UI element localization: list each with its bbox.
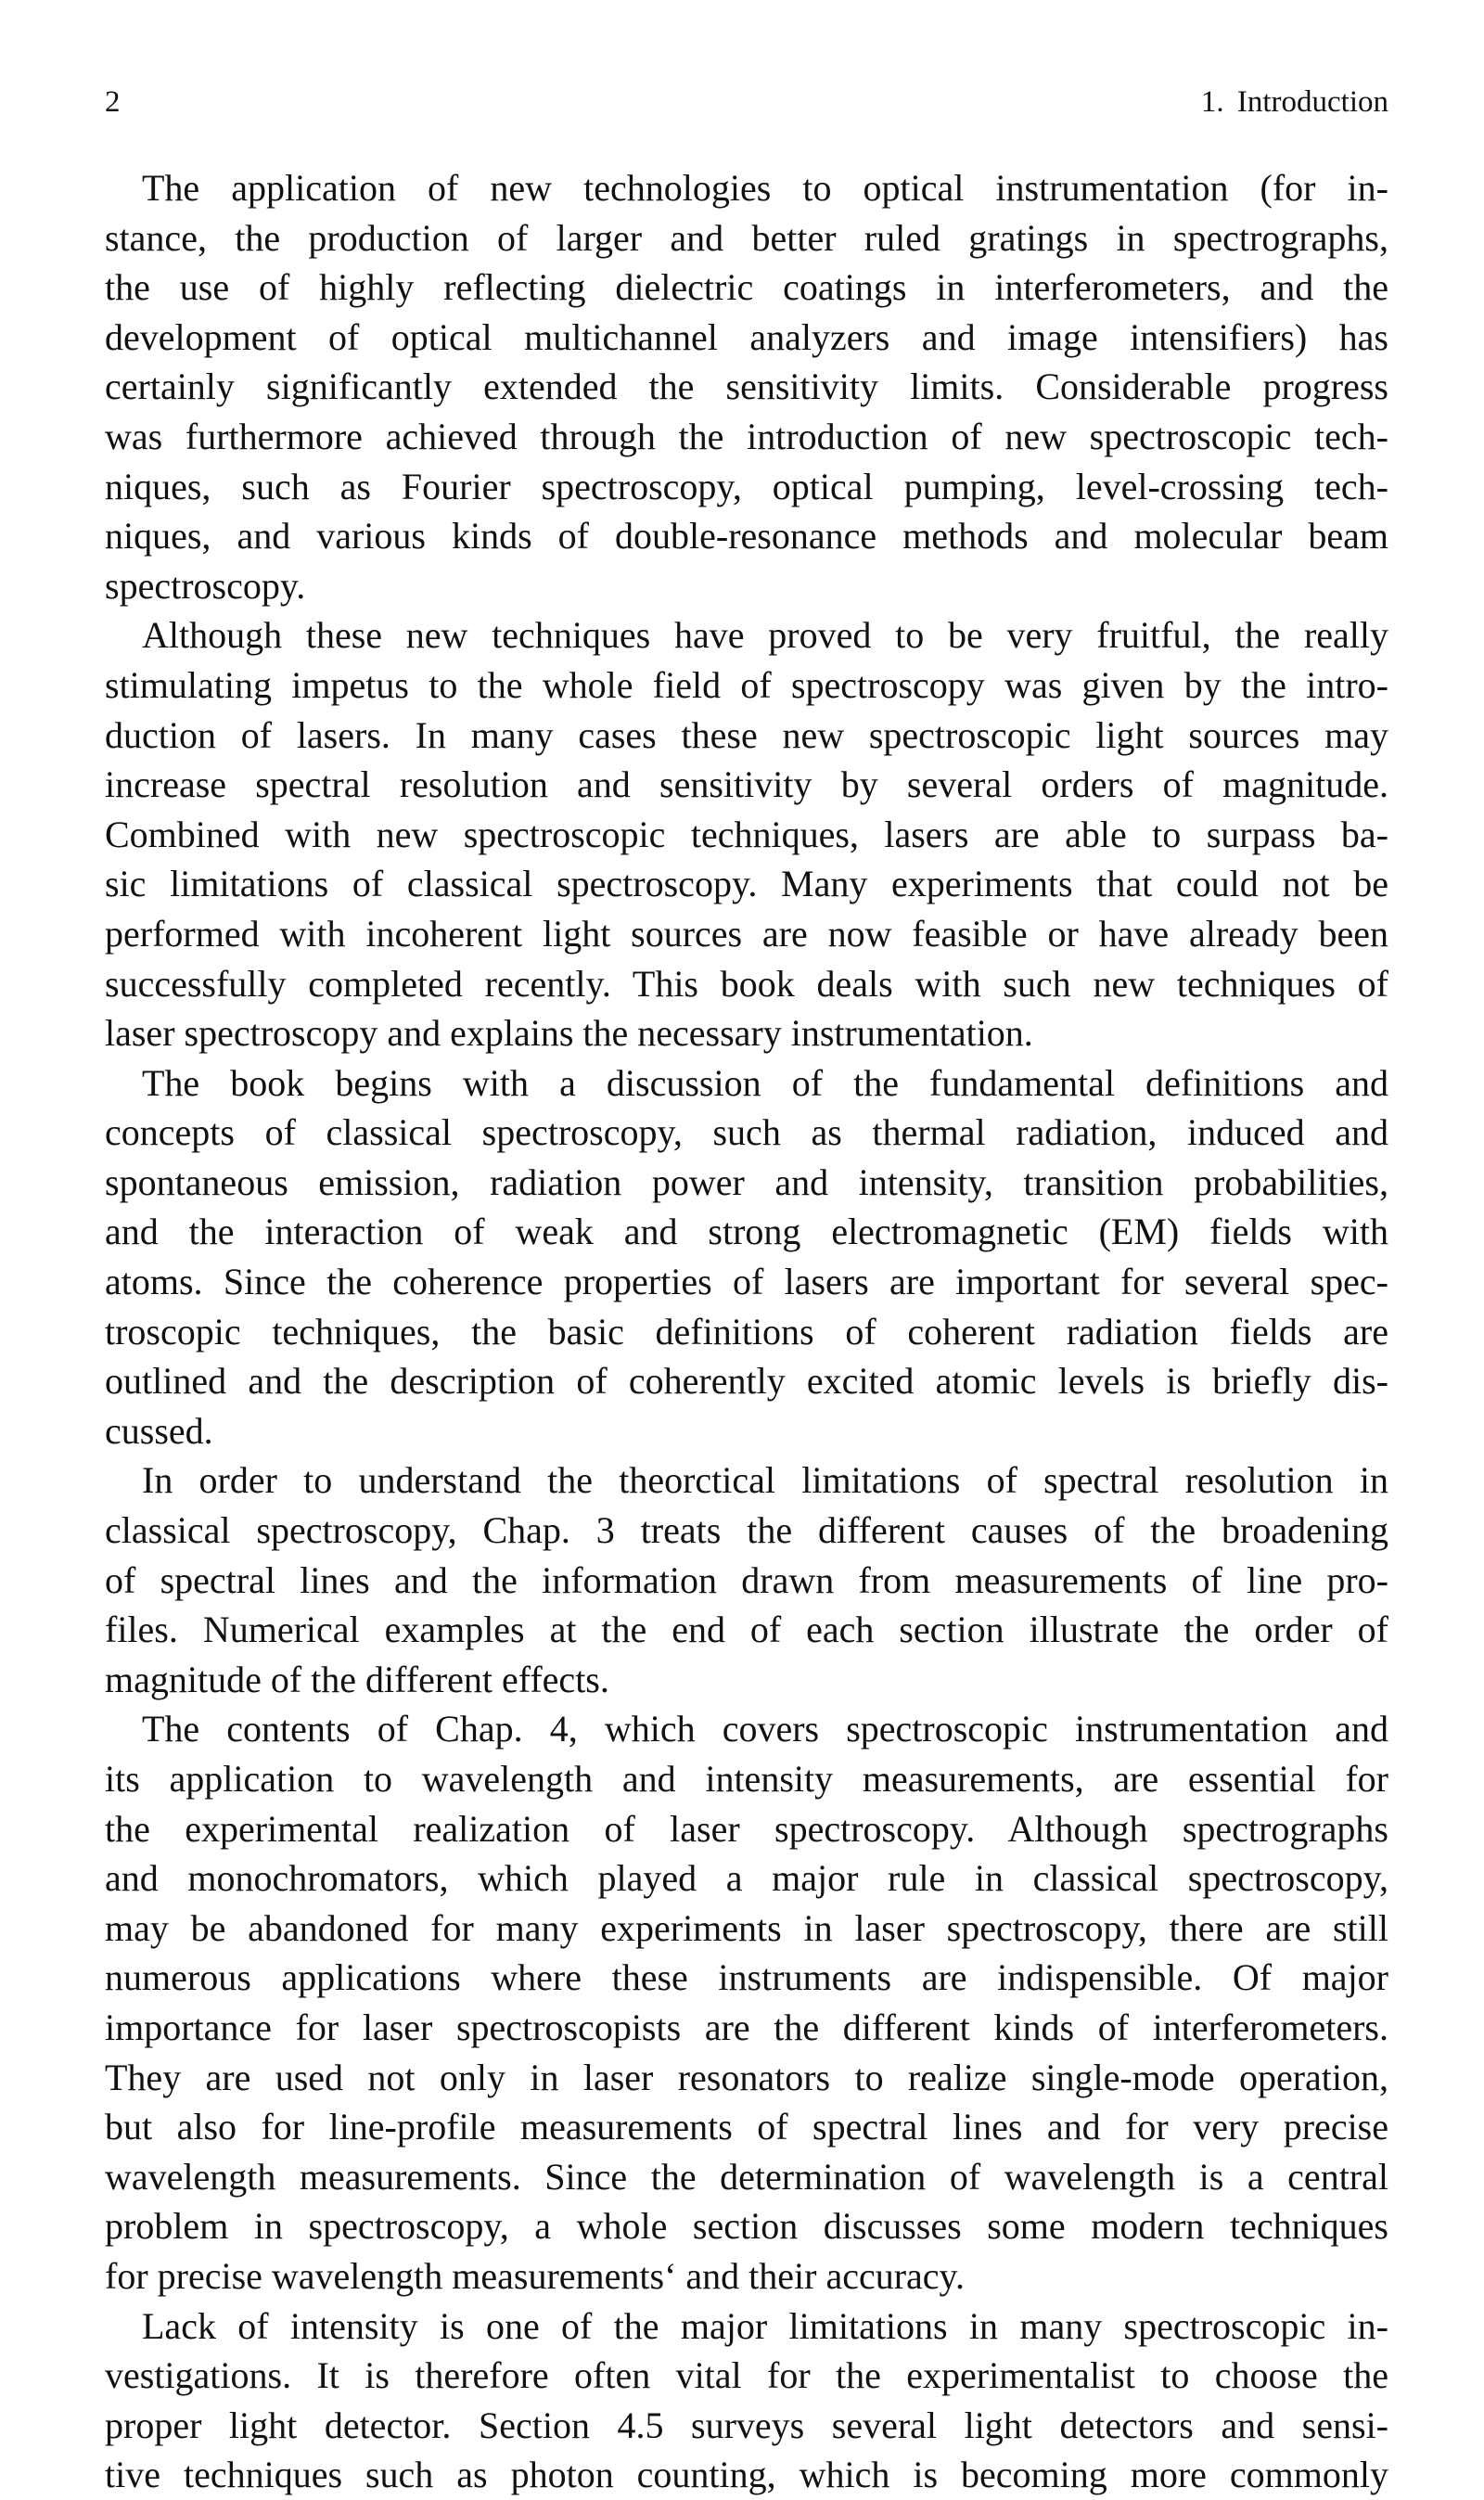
text-line: its application to wavelength and intensity measurements, are essential for <box>105 1758 1388 1800</box>
text-line: increase spectral resolution and sensitivity by several orders of magnitude. <box>105 763 1388 806</box>
paragraph <box>105 163 1388 610</box>
text-line: but also for line-profile measurements of spectral lines and for very precise <box>105 2106 1388 2148</box>
text-line: certainly significantly extended the sensitivity limits. Considerable progress <box>105 365 1388 408</box>
text-line: The contents of Chap. 4, which covers spectroscopic instrumentation and <box>142 1708 1388 1750</box>
text-line: outlined and the description of coherently excited atomic levels is briefly dis- <box>105 1360 1388 1403</box>
text-line: In order to understand the theorctical limitations of spectral resolution in <box>142 1459 1388 1502</box>
text-line: problem in spectroscopy, a whole section discusses some modern techniques <box>105 2205 1388 2248</box>
text-line: numerous applications where these instruments are indispensible. Of major <box>105 1956 1388 1999</box>
text-line: performed with incoherent light sources are now feasible or have already been <box>105 912 1388 955</box>
paragraph <box>105 1455 1388 1704</box>
text-line: importance for laser spectroscopists are the different kinds of interferometers. <box>105 2006 1388 2048</box>
text-line: the experimental realization of laser spectroscopy. Although spectrographs <box>105 1807 1388 1850</box>
text-line: The book begins with a discussion of the fundamental definitions and <box>142 1061 1388 1104</box>
text-line: duction of lasers. In many cases these new spectroscopic light sources may <box>105 713 1388 756</box>
text-line: magnitude of the different effects. <box>105 1658 609 1700</box>
text-line: may be abandoned for many experiments in laser spectroscopy, there are still <box>105 1906 1388 1949</box>
text-line: troscopic techniques, the basic definitions of coherent radiation fields are <box>105 1310 1388 1353</box>
text-line: the use of highly reflecting dielectric coatings in interferometers, and the <box>105 266 1388 309</box>
running-head <box>105 82 1388 122</box>
body-text <box>105 163 1388 2500</box>
text-line: niques, and various kinds of double-resonance methods and molecular beam <box>105 515 1388 558</box>
text-line: was furthermore achieved through the introduction of new spectroscopic tech- <box>105 415 1388 457</box>
text-line: successfully completed recently. This book deals with such new techniques of <box>105 962 1388 1005</box>
text-line: stimulating impetus to the whole field of spectroscopy was given by the intro- <box>105 663 1388 706</box>
paragraph <box>105 1704 1388 2301</box>
text-line: Although these new techniques have proved to be very fruitful, the really <box>142 614 1388 657</box>
chapter-title: 1. Introduction <box>1200 85 1388 119</box>
paragraph <box>105 2301 1388 2500</box>
text-line: classical spectroscopy, Chap. 3 treats the different causes of the broadening <box>105 1509 1388 1552</box>
text-line: cussed. <box>105 1409 213 1452</box>
paragraph <box>105 610 1388 1058</box>
text-line: Combined with new spectroscopic techniques, lasers are able to surpass ba- <box>105 813 1388 855</box>
text-line: files. Numerical examples at the end of each section illustrate the order of <box>105 1609 1388 1651</box>
text-line: and the interaction of weak and strong electromagnetic (EM) fields with <box>105 1211 1388 1253</box>
text-line: The application of new technologies to optical instrumentation (for in- <box>142 167 1388 209</box>
text-line: tive techniques such as photon counting, which is becoming more commonly <box>105 2454 1388 2496</box>
page-number: 2 <box>105 85 121 119</box>
text-line: vestigations. It is therefore often vital for the experimentalist to choose the <box>105 2354 1388 2397</box>
text-line: spontaneous emission, radiation power and intensity, transition probabilities, <box>105 1160 1388 1203</box>
text-line: niques, such as Fourier spectroscopy, optical pumping, level-crossing tech- <box>105 465 1388 507</box>
text-line: concepts of classical spectroscopy, such as thermal radiation, induced and <box>105 1111 1388 1154</box>
paragraph <box>105 1058 1388 1456</box>
text-line: of spectral lines and the information drawn from measurements of line pro- <box>105 1558 1388 1601</box>
text-line: development of optical multichannel analyzers and image intensifiers) has <box>105 315 1388 358</box>
text-line: for precise wavelength measurementsʻ and their accuracy. <box>105 2254 965 2297</box>
text-line: atoms. Since the coherence properties of lasers are important for several spec- <box>105 1261 1388 1303</box>
text-line: sic limitations of classical spectroscopy. Many experiments that could not be <box>105 863 1388 905</box>
text-line: They are used not only in laser resonators to realize single-mode operation, <box>105 2056 1388 2098</box>
text-line: wavelength measurements. Since the determination of wavelength is a central <box>105 2155 1388 2198</box>
text-line: spectroscopy. <box>105 564 306 607</box>
text-line: and monochromators, which played a major rule in classical spectroscopy, <box>105 1857 1388 1900</box>
text-line: laser spectroscopy and explains the necessary instrumentation. <box>105 1012 1033 1055</box>
text-line: Lack of intensity is one of the major limitations in many spectroscopic in- <box>142 2304 1388 2347</box>
text-line: proper light detector. Section 4.5 surveys several light detectors and sensi- <box>105 2404 1388 2446</box>
text-line: stance, the production of larger and better ruled gratings in spectrographs, <box>105 216 1388 259</box>
